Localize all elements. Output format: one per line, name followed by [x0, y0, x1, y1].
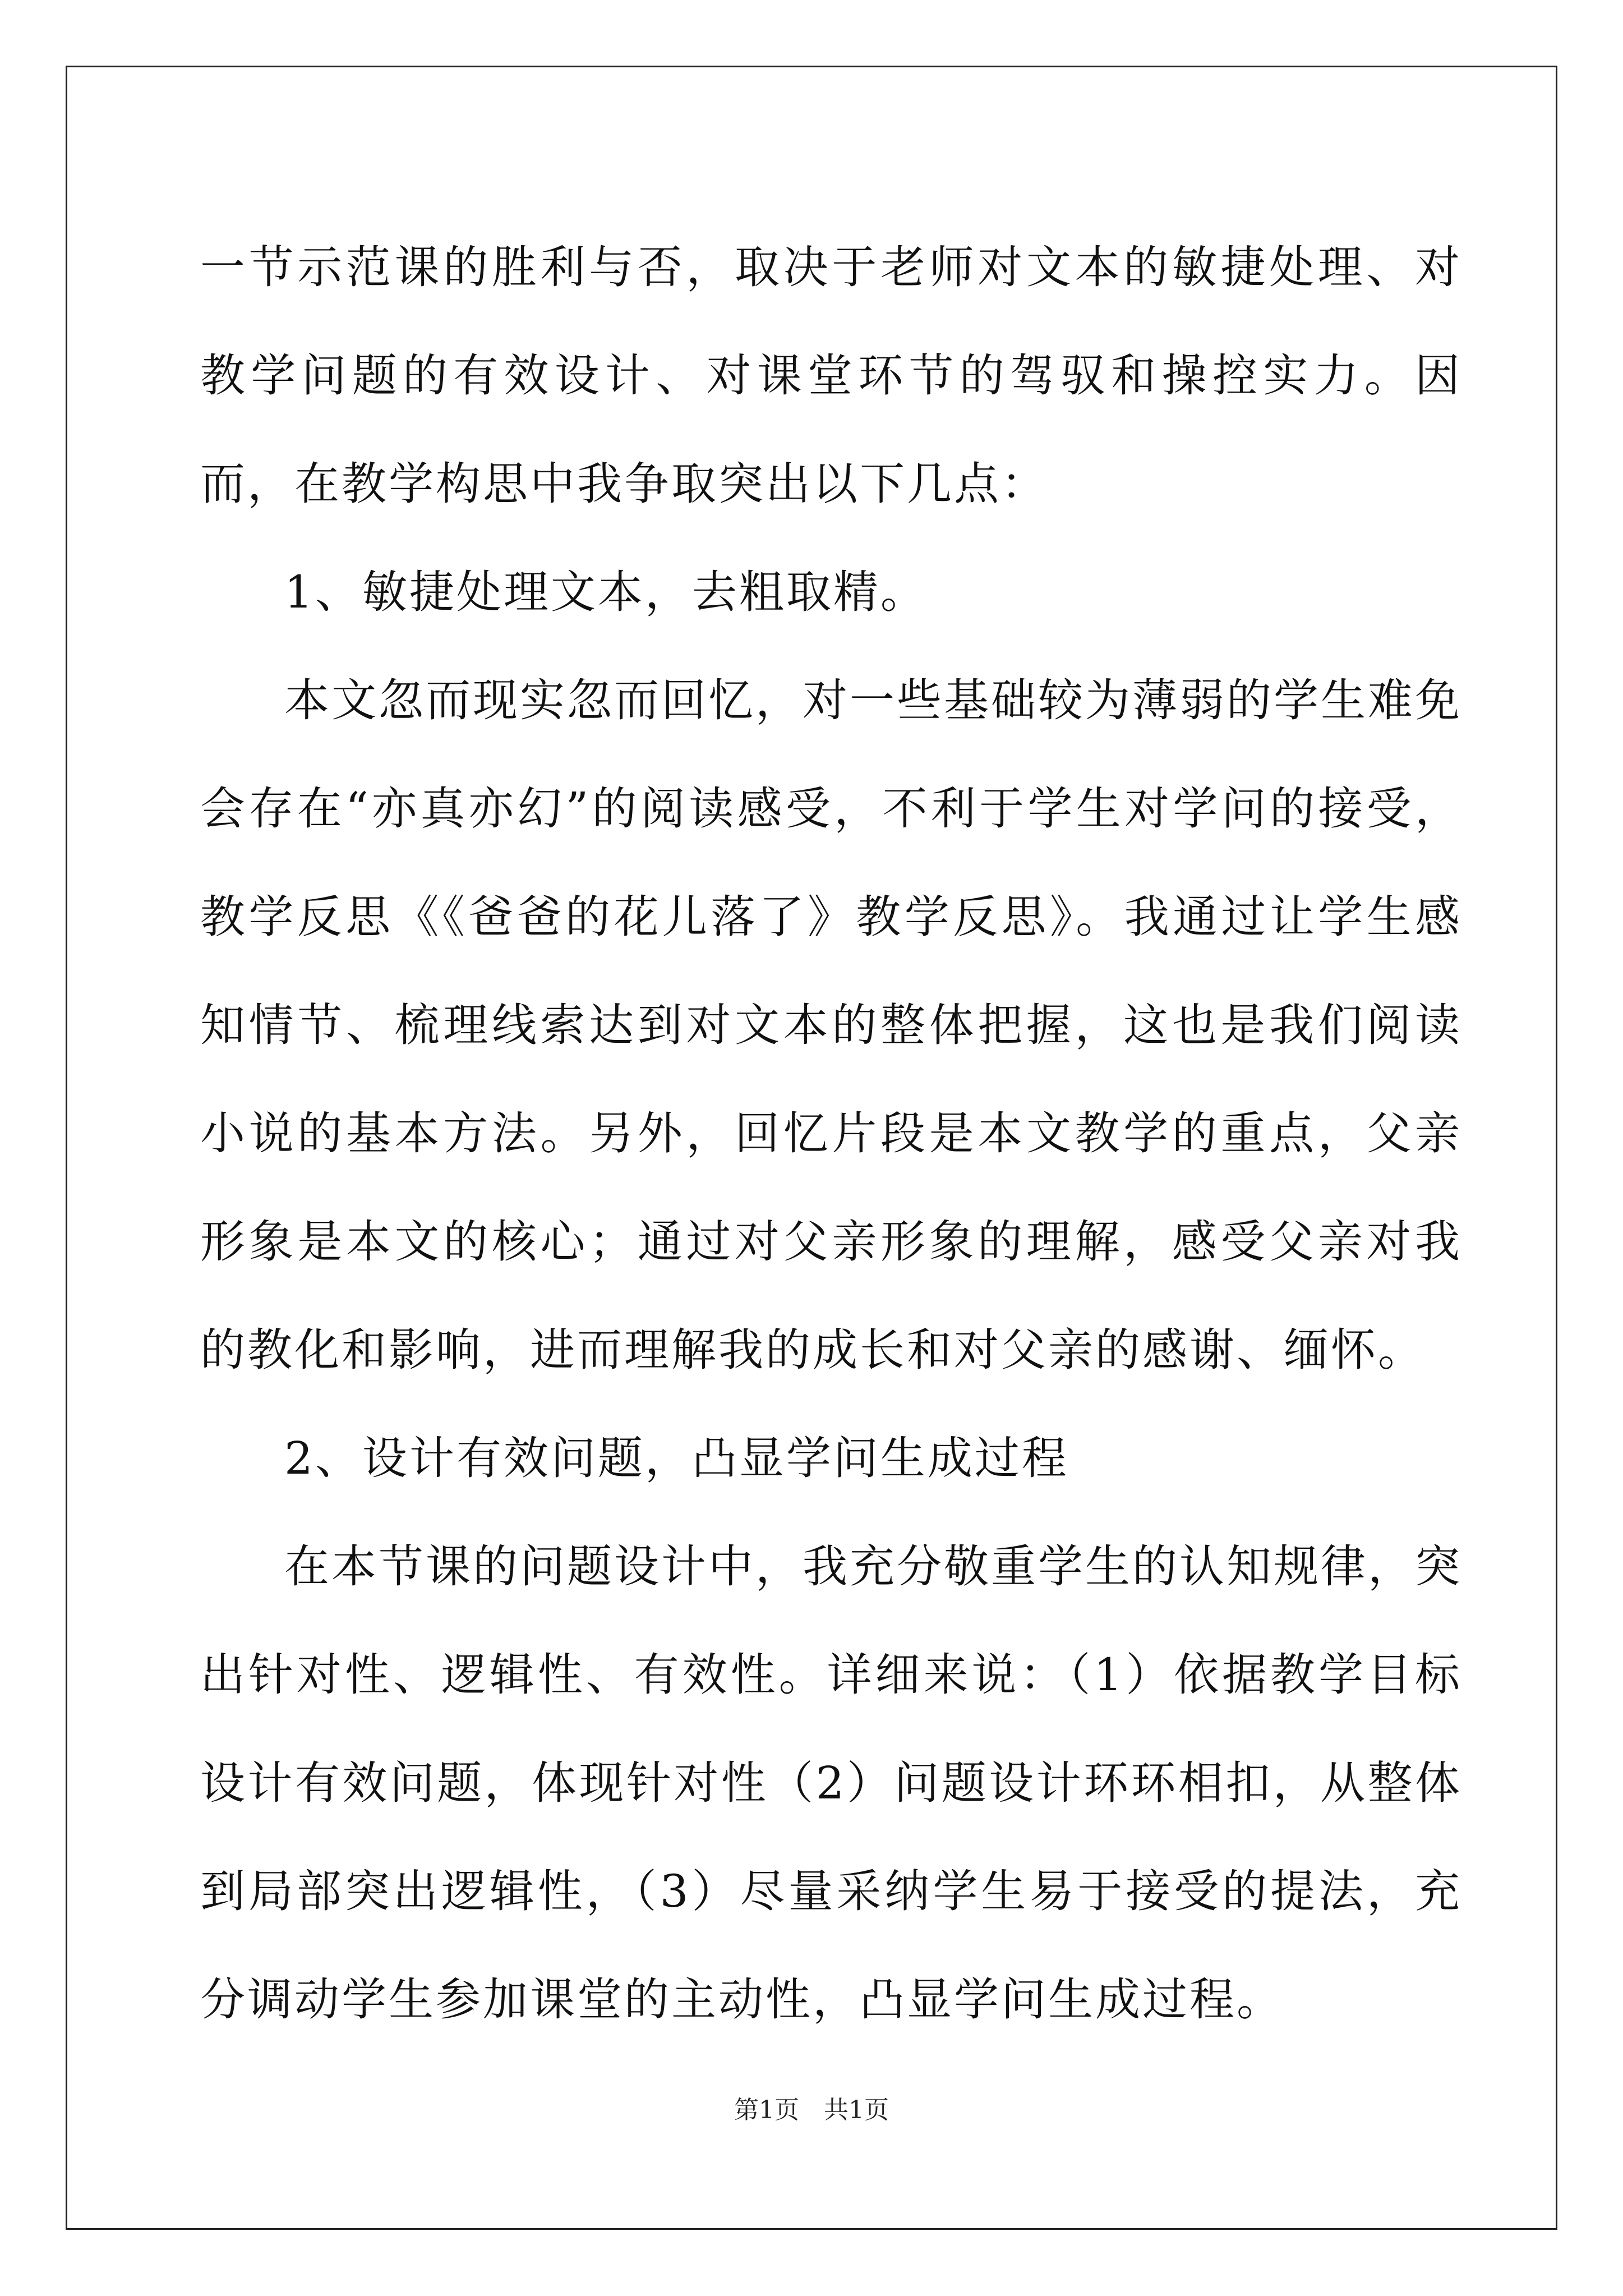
heading-point-2: 2、设计有效问题，凸显学问生成过程	[284, 1432, 1069, 1484]
heading-point-1: 1、敏捷处理文本，去粗取精。	[284, 566, 928, 618]
paragraph-intro: 一节示范课的胜利与否，取决于老师对文本的敏捷处理、对教学问题的有效设计、对课堂环节的驾驭和操控实力。因而，在教学构思中我争取突出以下几点：	[200, 241, 1462, 510]
page-number: 第1页 共1页	[734, 2096, 889, 2124]
paragraph-point-1-body: 本文忽而现实忽而回忆，对一些基础较为薄弱的学生难免会存在“亦真亦幻”的阅读感受，不利于学生对学问的接受，教学反思《《爸爸的花儿落了》教学反思》。我通过让学生感知情节、梳理线索达到对文本的整体把握，这也是我们阅读小说的基本方法。另外，回忆片段是本文教学的重点，父亲形象是本文的核心；通过对父亲形象的理解，感受父亲对我的教化和影响，进而理解我的成长和对父亲的感谢、缅怀。	[200, 674, 1462, 1376]
document-body	[200, 213, 1462, 2054]
page-footer	[0, 2093, 1623, 2127]
paragraph-point-2-body: 在本节课的问题设计中，我充分敬重学生的认知规律，突出针对性、逻辑性、有效性。详细来说：（1）依据教学目标设计有效问题，体现针对性（2）问题设计环环相扣，从整体到局部突出逻辑性，（3）尽量采纳学生易于接受的提法，充分调动学生参加课堂的主动性，凸显学问生成过程。	[200, 1540, 1462, 2026]
